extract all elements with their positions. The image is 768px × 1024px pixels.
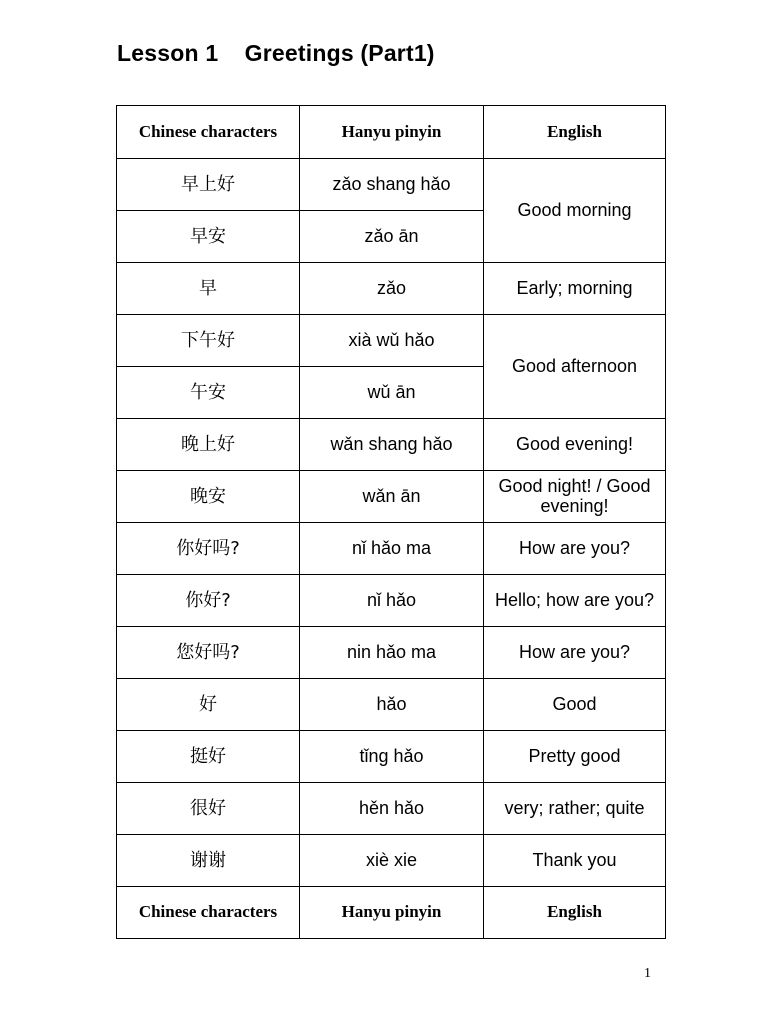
table-row — [117, 835, 666, 887]
table-header-row — [117, 106, 666, 159]
pinyin-cell: zǎo — [300, 263, 484, 315]
table-row — [117, 679, 666, 731]
pinyin-cell: nin hǎo ma — [300, 627, 484, 679]
pinyin-cell: wǎn shang hǎo — [300, 419, 484, 471]
chinese-cell: 挺好 — [117, 731, 300, 783]
english-cell: Pretty good — [484, 731, 666, 783]
english-cell: How are you? — [484, 627, 666, 679]
chinese-cell: 早安 — [117, 211, 300, 263]
table-row — [117, 523, 666, 575]
chinese-cell: 早 — [117, 263, 300, 315]
footer-pinyin: Hanyu pinyin — [300, 887, 484, 939]
chinese-cell: 早上好 — [117, 159, 300, 211]
table-row — [117, 419, 666, 471]
pinyin-cell: xiè xie — [300, 835, 484, 887]
table-row — [117, 471, 666, 523]
page-number: 1 — [644, 966, 651, 981]
table-row — [117, 731, 666, 783]
table-row — [117, 627, 666, 679]
english-cell: How are you? — [484, 523, 666, 575]
chinese-cell: 晚上好 — [117, 419, 300, 471]
pinyin-cell: zǎo shang hǎo — [300, 159, 484, 211]
english-cell: Good afternoon — [484, 315, 666, 419]
pinyin-cell: nǐ hǎo ma — [300, 523, 484, 575]
english-cell: Good evening! — [484, 419, 666, 471]
english-cell: very; rather; quite — [484, 783, 666, 835]
english-cell: Good — [484, 679, 666, 731]
pinyin-cell: hǎo — [300, 679, 484, 731]
english-cell: Early; morning — [484, 263, 666, 315]
header-pinyin: Hanyu pinyin — [300, 106, 484, 159]
chinese-cell: 午安 — [117, 367, 300, 419]
header-chinese: Chinese characters — [117, 106, 300, 159]
english-cell: Thank you — [484, 835, 666, 887]
chinese-cell: 你好吗? — [117, 523, 300, 575]
chinese-cell: 好 — [117, 679, 300, 731]
pinyin-cell: zǎo ān — [300, 211, 484, 263]
table-footer-row — [117, 887, 666, 939]
english-cell: Hello; how are you? — [484, 575, 666, 627]
header-english: English — [484, 106, 666, 159]
pinyin-cell: hěn hǎo — [300, 783, 484, 835]
footer-english: English — [484, 887, 666, 939]
page-title: Lesson 1 Greetings (Part1) — [117, 40, 435, 66]
table-row — [117, 575, 666, 627]
table-row — [117, 783, 666, 835]
vocabulary-table — [116, 105, 666, 939]
table-row — [117, 263, 666, 315]
english-cell: Good morning — [484, 159, 666, 263]
chinese-cell: 你好? — [117, 575, 300, 627]
pinyin-cell: xià wǔ hǎo — [300, 315, 484, 367]
table-row — [117, 315, 666, 367]
english-cell: Good night! / Good evening! — [484, 471, 666, 523]
chinese-cell: 下午好 — [117, 315, 300, 367]
chinese-cell: 谢谢 — [117, 835, 300, 887]
chinese-cell: 晚安 — [117, 471, 300, 523]
table-row — [117, 159, 666, 211]
chinese-cell: 很好 — [117, 783, 300, 835]
pinyin-cell: wǎn ān — [300, 471, 484, 523]
footer-chinese: Chinese characters — [117, 887, 300, 939]
pinyin-cell: tǐng hǎo — [300, 731, 484, 783]
chinese-cell: 您好吗? — [117, 627, 300, 679]
pinyin-cell: wǔ ān — [300, 367, 484, 419]
pinyin-cell: nǐ hǎo — [300, 575, 484, 627]
